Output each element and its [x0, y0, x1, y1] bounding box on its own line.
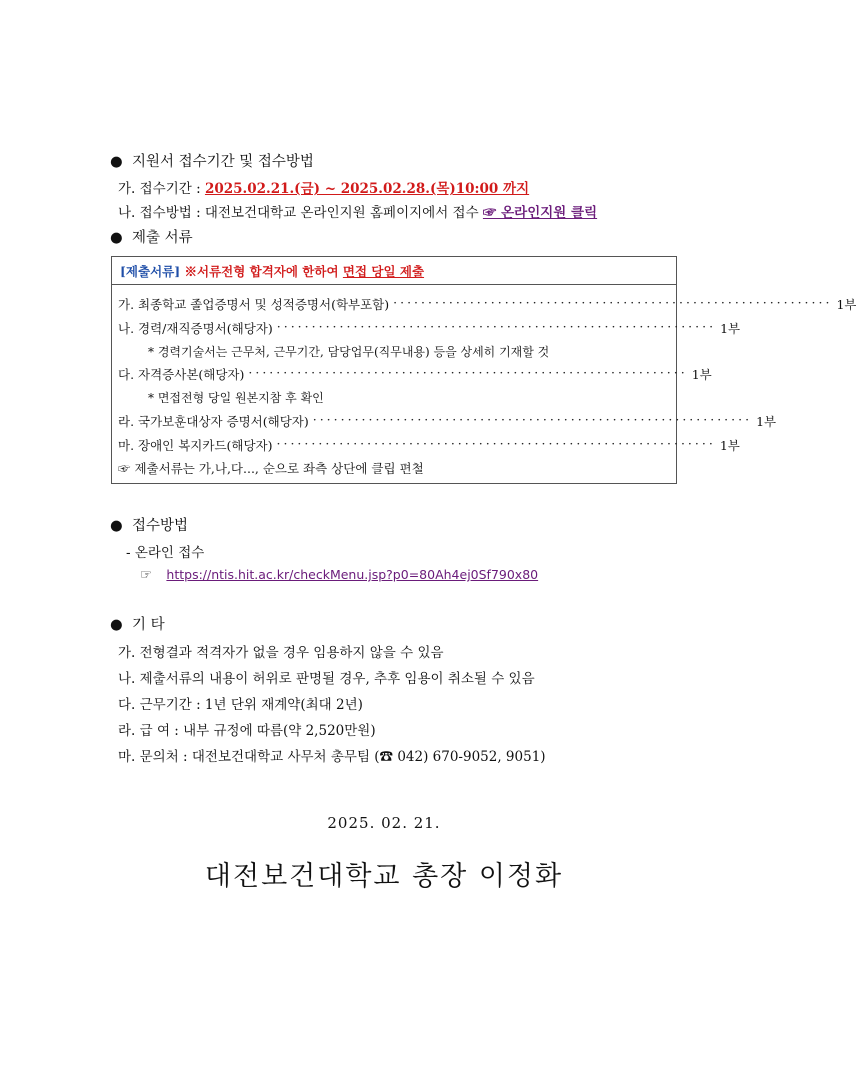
etc-line: 나. 제출서류의 내용이 허위로 판명될 경우, 추후 임용이 취소될 수 있음 [118, 671, 535, 687]
document-item: 라. 국가보훈대상자 증명서(해당자) ······························································· 1부 [118, 412, 777, 429]
bullet-icon: ● [110, 617, 123, 633]
documents-box-header [112, 257, 676, 285]
section-heading-docs [110, 226, 193, 247]
section-title: 제출 서류 [132, 230, 193, 246]
announcement-date: 2025. 02. 21. [327, 814, 441, 832]
section-heading-etc [110, 613, 165, 634]
bullet-icon: ● [110, 154, 123, 170]
bullet-icon: ● [110, 230, 123, 246]
documents-tag: [제출서류] [120, 264, 181, 279]
document-note: * 경력기술서는 근무처, 근무기간, 담당업무(직무내용) 등을 상세히 기재할 것 [148, 345, 550, 359]
dot-leader: ······························································· [393, 295, 833, 310]
documents-box [111, 256, 856, 484]
document-item: 나. 경력/재직증명서(해당자) ······························································· 1부 [118, 319, 741, 336]
period-line [118, 177, 529, 197]
etc-line: 라. 급 여 : 내부 규정에 따름(약 2,520만원) [118, 723, 376, 739]
document-item: 마. 장애인 복지카드(해당자) ······························································· 1부 [118, 436, 740, 453]
period-value: 2025.02.21.(금) ~ 2025.02.28.(목)10:00 까지 [204, 181, 530, 197]
section-title: 기 타 [132, 617, 165, 633]
etc-line: 다. 근무기간 : 1년 단위 재계약(최대 2년) [118, 697, 363, 713]
dot-leader: ······························································· [276, 436, 716, 451]
documents-condition: ※서류전형 합격자에 한하여 [184, 264, 339, 279]
online-apply-sub: - 온라인 접수 [126, 545, 205, 561]
etc-line: 가. 전형결과 적격자가 없을 경우 임용하지 않을 수 있음 [118, 645, 444, 661]
dot-leader: ······························································· [312, 412, 753, 427]
section-title: 지원서 접수기간 및 접수방법 [132, 154, 314, 170]
document-item: 가. 최종학교 졸업증명서 및 성적증명서(학부포함) ······························································· 1부 [118, 295, 856, 312]
signature-line: 대전보건대학교 총장 이정화 [204, 861, 564, 892]
section-heading-method [110, 514, 188, 535]
section-heading-period [110, 150, 314, 171]
url-line [140, 567, 538, 583]
apply-url-link[interactable]: https://ntis.hit.ac.kr/checkMenu.jsp?p0=80Ah4ej0Sf790x80 [166, 567, 539, 582]
bullet-icon: ● [110, 518, 123, 534]
document-item: 다. 자격증사본(해당자) ······························································· 1부 [118, 365, 712, 382]
period-label: 가. 접수기간 : [118, 181, 201, 197]
etc-line: 마. 문의처 : 대전보건대학교 사무처 총무팀 (☎ 042) 670-9052, 9051) [118, 749, 546, 765]
dot-leader: ······························································· [276, 319, 717, 334]
document-note: * 면접전형 당일 원본지참 후 확인 [148, 391, 324, 405]
documents-submit-time: 면접 당일 제출 [342, 264, 425, 279]
pointing-hand-icon: ☞ [140, 567, 153, 583]
online-apply-link[interactable]: ☞ 온라인지원 클릭 [482, 205, 598, 221]
method-line [118, 201, 597, 221]
dot-leader: ······························································· [248, 365, 688, 380]
documents-footer-note: ☞ 제출서류는 가,나,다..., 순으로 좌측 상단에 클립 편철 [118, 461, 424, 476]
method-label: 나. 접수방법 : 대전보건대학교 온라인지원 홈페이지에서 접수 [118, 205, 479, 221]
section-title: 접수방법 [132, 518, 189, 534]
